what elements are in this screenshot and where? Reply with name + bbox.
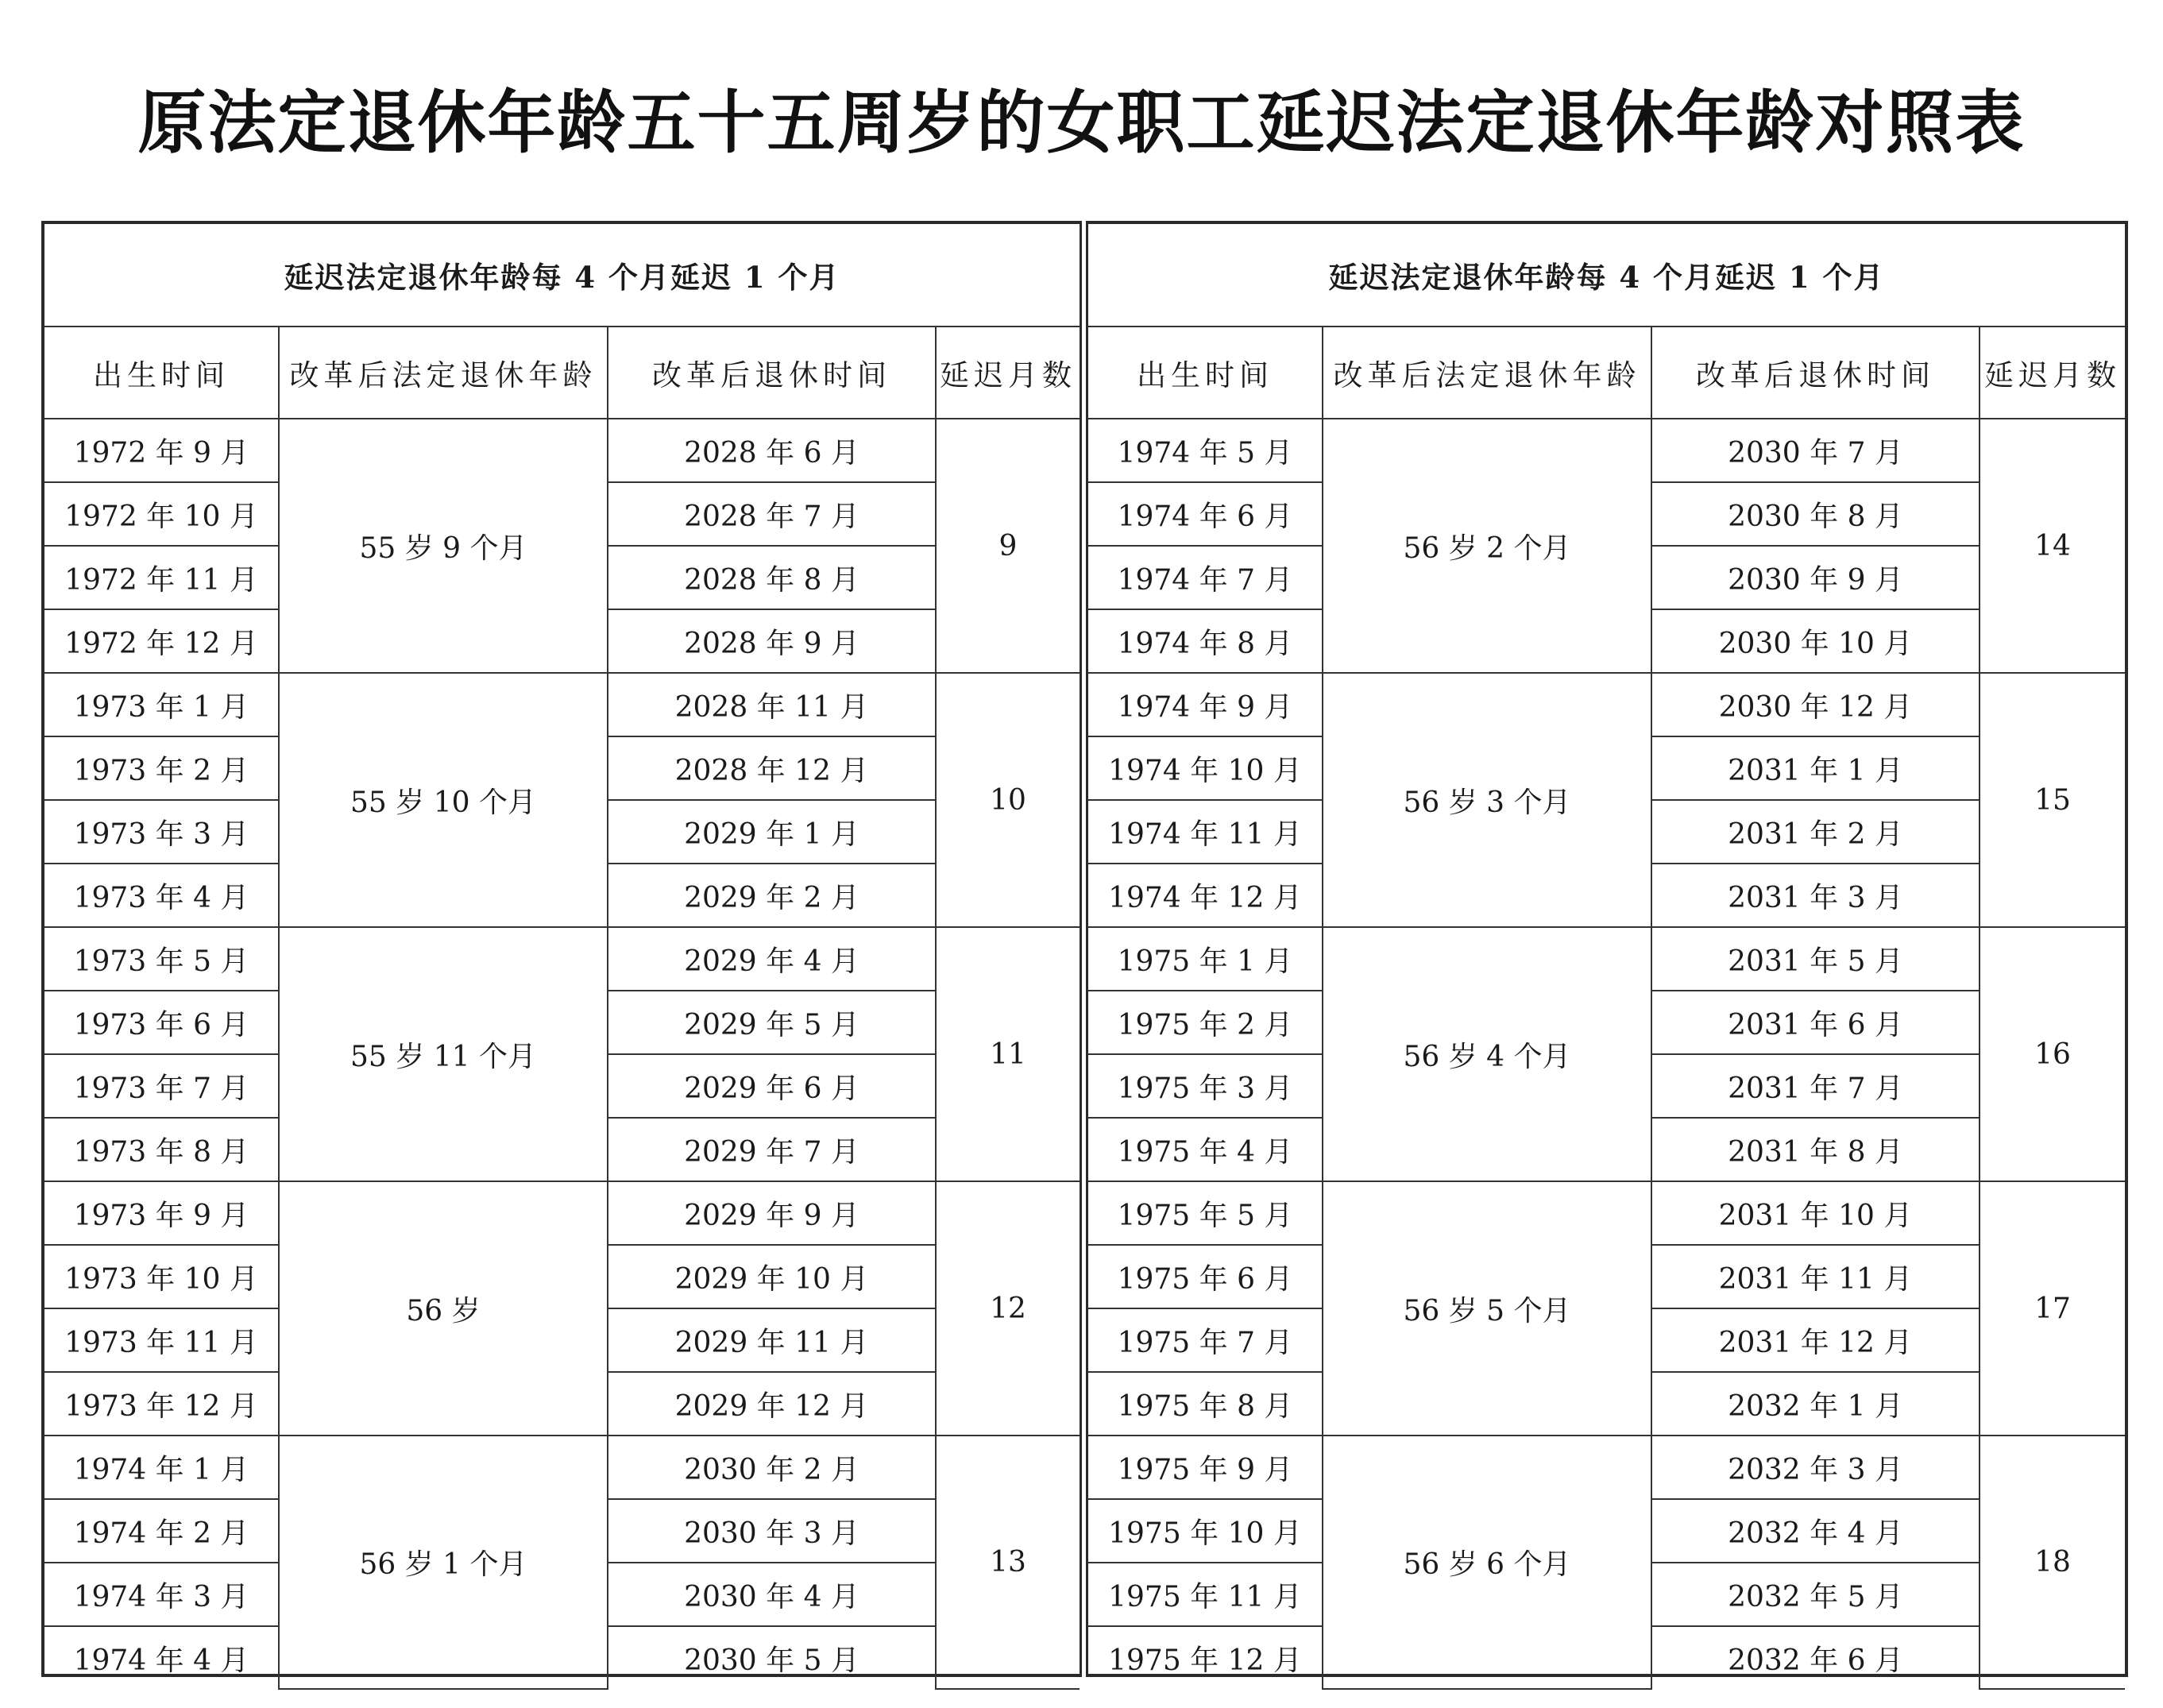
retirement-age-cell: 56 岁 5 个月	[1323, 1181, 1651, 1436]
header-new-retirement-age: 改革后法定退休年龄	[279, 327, 608, 419]
birth-date-cell: 1974 年 10 月	[1088, 736, 1323, 800]
retirement-time-cell: 2031 年 3 月	[1651, 864, 1980, 927]
retirement-time-cell: 2029 年 5 月	[608, 991, 936, 1054]
retirement-age-cell: 56 岁 1 个月	[279, 1436, 608, 1689]
retirement-age-cell: 56 岁	[279, 1181, 608, 1436]
delay-months-cell: 13	[936, 1436, 1080, 1689]
birth-date-cell: 1973 年 3 月	[44, 800, 279, 864]
retirement-age-cell: 56 岁 6 个月	[1323, 1436, 1651, 1689]
birth-date-cell: 1972 年 11 月	[44, 546, 279, 609]
header-new-retirement-time: 改革后退休时间	[1651, 327, 1980, 419]
table-row	[1088, 1181, 2125, 1245]
retirement-time-cell: 2029 年 4 月	[608, 927, 936, 991]
retirement-age-cell: 55 岁 9 个月	[279, 419, 608, 673]
retirement-time-cell: 2029 年 9 月	[608, 1181, 936, 1245]
caption-row	[44, 224, 1080, 327]
retirement-time-cell: 2030 年 7 月	[1651, 419, 1980, 482]
birth-date-cell: 1975 年 6 月	[1088, 1245, 1323, 1308]
table-row	[44, 419, 1080, 482]
birth-date-cell: 1973 年 4 月	[44, 864, 279, 927]
header-new-retirement-age: 改革后法定退休年龄	[1323, 327, 1651, 419]
birth-date-cell: 1975 年 10 月	[1088, 1499, 1323, 1563]
retirement-time-cell: 2031 年 6 月	[1651, 991, 1980, 1054]
birth-date-cell: 1974 年 2 月	[44, 1499, 279, 1563]
birth-date-cell: 1974 年 6 月	[1088, 482, 1323, 546]
retirement-time-cell: 2028 年 7 月	[608, 482, 936, 546]
retirement-time-cell: 2032 年 4 月	[1651, 1499, 1980, 1563]
table-row	[44, 1436, 1080, 1499]
birth-date-cell: 1972 年 9 月	[44, 419, 279, 482]
retirement-time-cell: 2029 年 2 月	[608, 864, 936, 927]
header-delay-months: 延迟月数	[1980, 327, 2125, 419]
table-row	[1088, 927, 2125, 991]
birth-date-cell: 1975 年 5 月	[1088, 1181, 1323, 1245]
header-delay-months: 延迟月数	[936, 327, 1080, 419]
comparison-table-right	[1086, 221, 2128, 1677]
retirement-time-cell: 2032 年 1 月	[1651, 1372, 1980, 1436]
retirement-time-cell: 2031 年 7 月	[1651, 1054, 1980, 1118]
retirement-time-cell: 2031 年 1 月	[1651, 736, 1980, 800]
retirement-time-cell: 2030 年 10 月	[1651, 609, 1980, 673]
table-row	[1088, 419, 2125, 482]
retirement-age-cell: 56 岁 2 个月	[1323, 419, 1651, 673]
delay-months-cell: 17	[1980, 1181, 2125, 1436]
retirement-time-cell: 2029 年 7 月	[608, 1118, 936, 1181]
retirement-time-cell: 2030 年 5 月	[608, 1626, 936, 1689]
retirement-time-cell: 2028 年 9 月	[608, 609, 936, 673]
header-new-retirement-time: 改革后退休时间	[608, 327, 936, 419]
retirement-time-cell: 2030 年 2 月	[608, 1436, 936, 1499]
table-row	[1088, 1436, 2125, 1499]
birth-date-cell: 1975 年 1 月	[1088, 927, 1323, 991]
retirement-time-cell: 2030 年 4 月	[608, 1563, 936, 1626]
delay-months-cell: 16	[1980, 927, 2125, 1181]
birth-date-cell: 1973 年 8 月	[44, 1118, 279, 1181]
birth-date-cell: 1974 年 9 月	[1088, 673, 1323, 736]
birth-date-cell: 1973 年 2 月	[44, 736, 279, 800]
birth-date-cell: 1974 年 1 月	[44, 1436, 279, 1499]
birth-date-cell: 1973 年 12 月	[44, 1372, 279, 1436]
birth-date-cell: 1973 年 1 月	[44, 673, 279, 736]
birth-date-cell: 1973 年 11 月	[44, 1308, 279, 1372]
table-caption: 延迟法定退休年龄每 4 个月延迟 1 个月	[1088, 224, 2125, 327]
retirement-time-cell: 2028 年 8 月	[608, 546, 936, 609]
birth-date-cell: 1973 年 5 月	[44, 927, 279, 991]
retirement-time-cell: 2029 年 6 月	[608, 1054, 936, 1118]
delay-months-cell: 15	[1980, 673, 2125, 927]
header-row	[1088, 327, 2125, 419]
retirement-time-cell: 2031 年 10 月	[1651, 1181, 1980, 1245]
table-row	[44, 927, 1080, 991]
birth-date-cell: 1974 年 8 月	[1088, 609, 1323, 673]
birth-date-cell: 1973 年 10 月	[44, 1245, 279, 1308]
retirement-time-cell: 2028 年 11 月	[608, 673, 936, 736]
birth-date-cell: 1975 年 9 月	[1088, 1436, 1323, 1499]
retirement-time-cell: 2030 年 3 月	[608, 1499, 936, 1563]
birth-date-cell: 1973 年 7 月	[44, 1054, 279, 1118]
birth-date-cell: 1975 年 12 月	[1088, 1626, 1323, 1689]
table-caption: 延迟法定退休年龄每 4 个月延迟 1 个月	[44, 224, 1080, 327]
retirement-table	[1088, 224, 2125, 1690]
retirement-age-cell: 55 岁 11 个月	[279, 927, 608, 1181]
retirement-time-cell: 2028 年 12 月	[608, 736, 936, 800]
birth-date-cell: 1974 年 7 月	[1088, 546, 1323, 609]
delay-months-cell: 11	[936, 927, 1080, 1181]
birth-date-cell: 1975 年 2 月	[1088, 991, 1323, 1054]
table-row	[44, 1181, 1080, 1245]
header-row	[44, 327, 1080, 419]
caption-row	[1088, 224, 2125, 327]
delay-months-cell: 18	[1980, 1436, 2125, 1689]
birth-date-cell: 1973 年 6 月	[44, 991, 279, 1054]
retirement-age-cell: 56 岁 3 个月	[1323, 673, 1651, 927]
birth-date-cell: 1975 年 11 月	[1088, 1563, 1323, 1626]
retirement-time-cell: 2030 年 8 月	[1651, 482, 1980, 546]
retirement-time-cell: 2031 年 11 月	[1651, 1245, 1980, 1308]
birth-date-cell: 1974 年 11 月	[1088, 800, 1323, 864]
birth-date-cell: 1975 年 4 月	[1088, 1118, 1323, 1181]
birth-date-cell: 1975 年 7 月	[1088, 1308, 1323, 1372]
retirement-time-cell: 2030 年 12 月	[1651, 673, 1980, 736]
retirement-table	[44, 224, 1080, 1690]
retirement-time-cell: 2029 年 10 月	[608, 1245, 936, 1308]
retirement-time-cell: 2029 年 11 月	[608, 1308, 936, 1372]
retirement-age-cell: 56 岁 4 个月	[1323, 927, 1651, 1181]
birth-date-cell: 1972 年 10 月	[44, 482, 279, 546]
retirement-time-cell: 2032 年 5 月	[1651, 1563, 1980, 1626]
retirement-age-cell: 55 岁 10 个月	[279, 673, 608, 927]
comparison-table-left	[41, 221, 1082, 1677]
retirement-time-cell: 2029 年 1 月	[608, 800, 936, 864]
birth-date-cell: 1972 年 12 月	[44, 609, 279, 673]
page-title: 原法定退休年龄五十五周岁的女职工延迟法定退休年龄对照表	[137, 83, 2026, 163]
table-row	[44, 673, 1080, 736]
birth-date-cell: 1974 年 12 月	[1088, 864, 1323, 927]
header-birth-date: 出生时间	[1088, 327, 1323, 419]
delay-months-cell: 14	[1980, 419, 2125, 673]
birth-date-cell: 1975 年 8 月	[1088, 1372, 1323, 1436]
retirement-time-cell: 2028 年 6 月	[608, 419, 936, 482]
retirement-time-cell: 2031 年 8 月	[1651, 1118, 1980, 1181]
retirement-time-cell: 2031 年 2 月	[1651, 800, 1980, 864]
header-birth-date: 出生时间	[44, 327, 279, 419]
birth-date-cell: 1974 年 5 月	[1088, 419, 1323, 482]
delay-months-cell: 10	[936, 673, 1080, 927]
retirement-time-cell: 2032 年 6 月	[1651, 1626, 1980, 1689]
delay-months-cell: 12	[936, 1181, 1080, 1436]
retirement-time-cell: 2029 年 12 月	[608, 1372, 936, 1436]
table-row	[1088, 673, 2125, 736]
birth-date-cell: 1974 年 3 月	[44, 1563, 279, 1626]
birth-date-cell: 1975 年 3 月	[1088, 1054, 1323, 1118]
retirement-time-cell: 2031 年 5 月	[1651, 927, 1980, 991]
retirement-time-cell: 2032 年 3 月	[1651, 1436, 1980, 1499]
retirement-time-cell: 2030 年 9 月	[1651, 546, 1980, 609]
delay-months-cell: 9	[936, 419, 1080, 673]
birth-date-cell: 1973 年 9 月	[44, 1181, 279, 1245]
birth-date-cell: 1974 年 4 月	[44, 1626, 279, 1689]
retirement-time-cell: 2031 年 12 月	[1651, 1308, 1980, 1372]
